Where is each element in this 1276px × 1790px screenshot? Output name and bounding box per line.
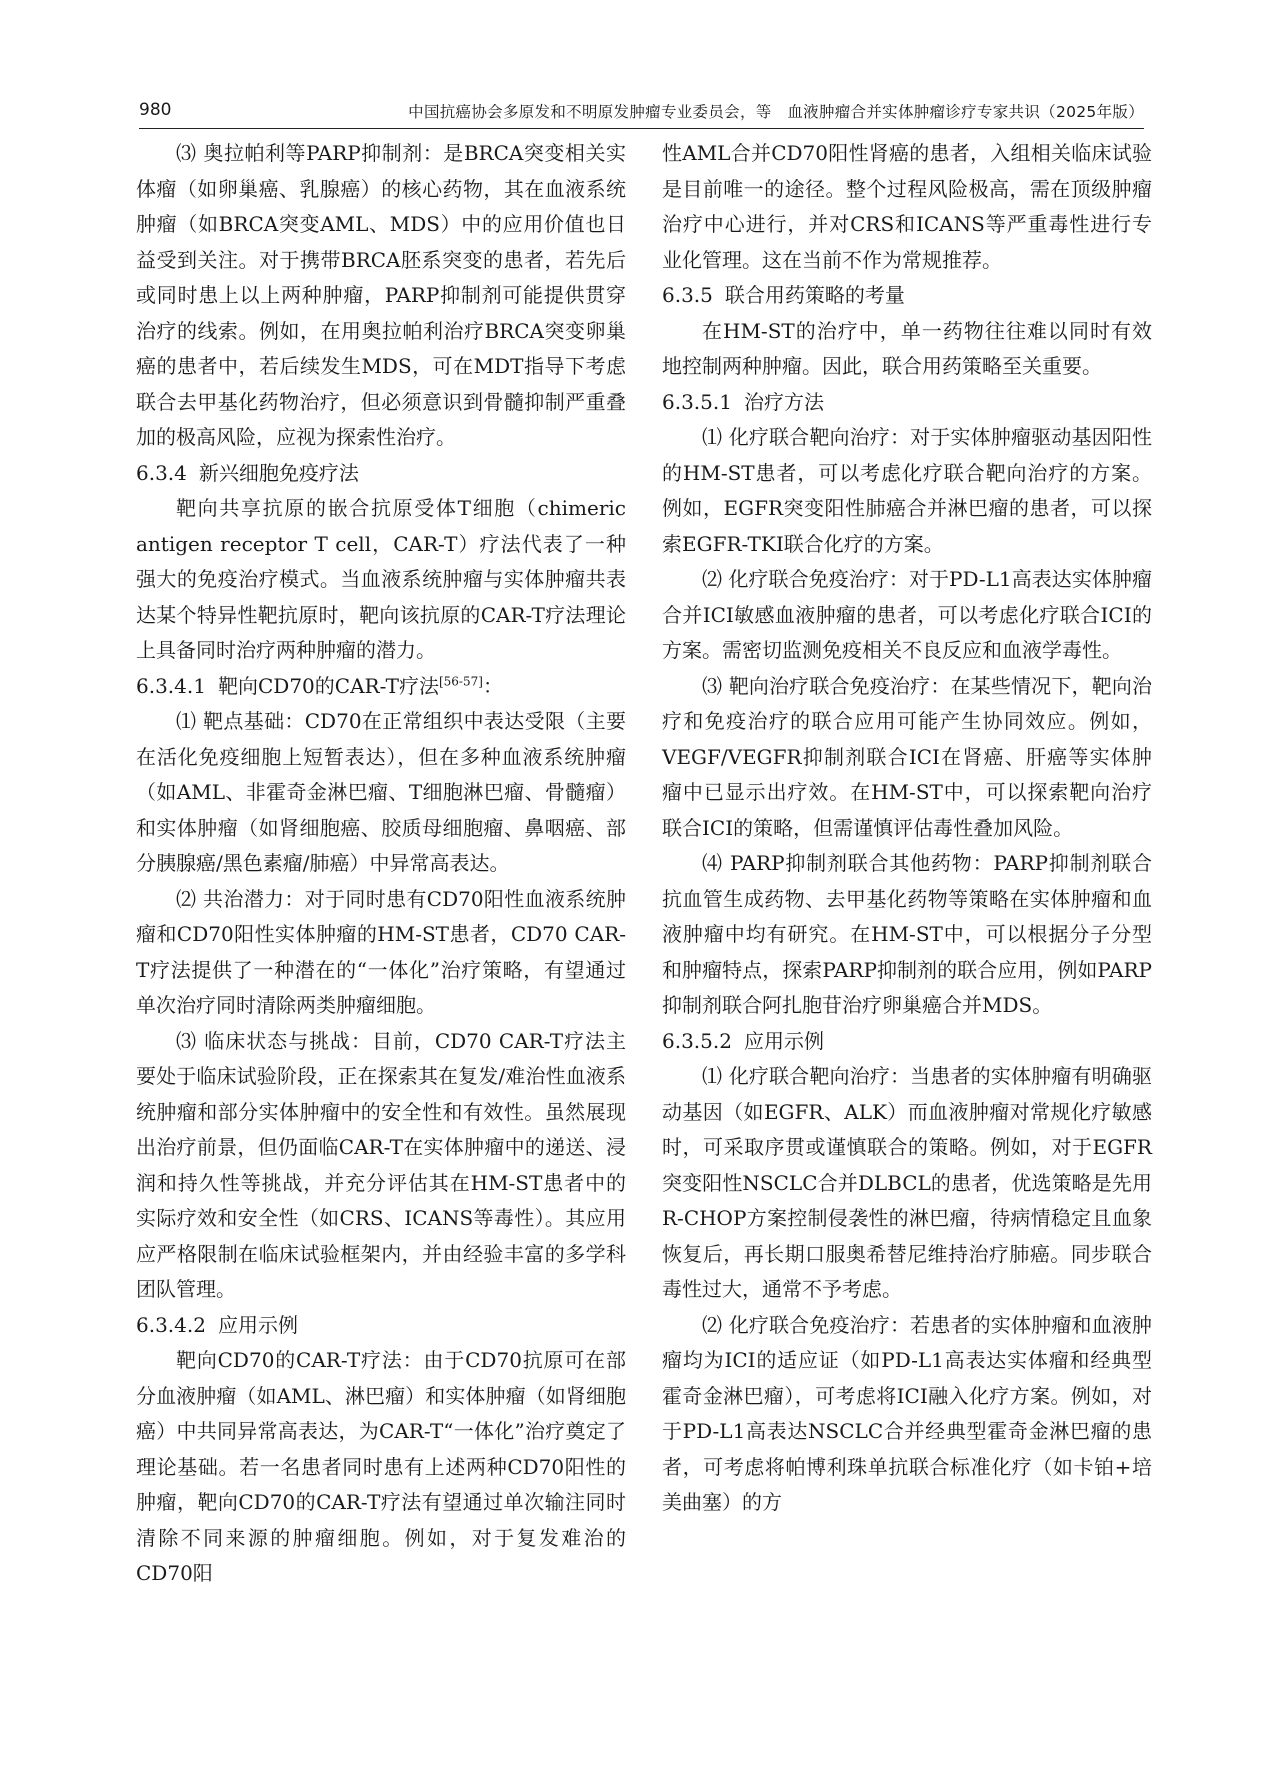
paragraph-example-chemo-targeted: ⑴ 化疗联合靶向治疗：当患者的实体肿瘤有明确驱动基因（如EGFR、ALK）而血液肿瘤对常规化疗敏感时，可采取序贯或谨慎联合的策略。例如，对于EGFR突变阳性NSCLC合并DLBCL的患者，优选策略是先用R-CHOP方案控制侵袭性的淋巴瘤，待病情稳定且血象恢复后，再长期口服奥希替尼维持治疗肺癌。同步联合毒性过大，通常不予考虑。 [662,1064,1152,1301]
section-heading-6-3-4-2 [136,1308,626,1344]
citation-reference[interactable]: [56-57] [438,673,483,688]
section-number: 6.3.5.1 [662,389,732,414]
section-title: 靶向CD70的CAR-T疗法 [217,673,439,698]
paragraph-target-basis: ⑴ 靶点基础：CD70在正常组织中表达受限（主要在活化免疫细胞上短暂表达），但在多种血液系统肿瘤（如AML、非霍奇金淋巴瘤、T细胞淋巴瘤、骨髓瘤）和实体肿瘤（如肾细胞癌、胶质母细胞瘤、鼻咽癌、部分胰腺癌/黑色素瘤/肺癌）中异常高表达。 [136,709,626,875]
paragraph-example-chemo-immuno: ⑵ 化疗联合免疫治疗：若患者的实体肿瘤和血液肿瘤均为ICI的适应证（如PD-L1高表达实体瘤和经典型霍奇金淋巴瘤），可考虑将ICI融入化疗方案。例如，对于PD-L1高表达NSCLC合并经典型霍奇金淋巴瘤的患者，可考虑将帕博利珠单抗联合标准化疗（如卡铂+培美曲塞）的方 [662,1312,1152,1514]
section-number: 6.3.5.2 [662,1028,732,1053]
section-number: 6.3.4 [136,460,187,485]
paragraph-targeted-immuno: ⑶ 靶向治疗联合免疫治疗：在某些情况下，靶向治疗和免疫治疗的联合应用可能产生协同效应。例如，VEGF/VEGFR抑制剂联合ICI在肾癌、肝癌等实体肿瘤中已显示出疗效。在HM-ST中，可以探索靶向治疗联合ICI的策略，但需谨慎评估毒性叠加风险。 [662,673,1152,840]
section-title: 联合用药策略的考量 [724,283,905,307]
paragraph-co-treatment: ⑵ 共治潜力：对于同时患有CD70阳性血液系统肿瘤和CD70阳性实体肿瘤的HM-ST患者，CD70 CAR-T疗法提供了一种潜在的“一体化”治疗策略，有望通过单次治疗同时清除两类肿瘤细胞。 [136,886,626,1017]
paragraph-car-t-intro: 靶向共享抗原的嵌合抗原受体T细胞（chimeric antigen receptor T cell，CAR-T）疗法代表了一种强大的免疫治疗模式。当血液系统肿瘤与实体肿瘤共表达某个特异性靶抗原时，靶向该抗原的CAR-T疗法理论上具备同时治疗两种肿瘤的潜力。 [136,496,626,662]
section-number: 6.3.5 [662,283,713,307]
heading-colon: ： [482,673,503,698]
paragraph-cd70-continued: 性AML合并CD70阳性肾癌的患者，入组相关临床试验是目前唯一的途径。整个过程风险极高，需在顶级肿瘤治疗中心进行，并对CRS和ICANS等严重毒性进行专业化管理。这在当前不作为常规推荐。 [662,141,1152,272]
section-heading-6-3-5-2 [662,1024,1152,1060]
section-heading-6-3-5-1 [662,385,1152,421]
paragraph-chemo-immuno: ⑵ 化疗联合免疫治疗：对于PD-L1高表达实体肿瘤合并ICI敏感血液肿瘤的患者，可以考虑化疗联合ICI的方案。需密切监测免疫相关不良反应和血液学毒性。 [662,567,1152,662]
paragraph-chemo-targeted: ⑴ 化疗联合靶向治疗：对于实体肿瘤驱动基因阳性的HM-ST患者，可以考虑化疗联合靶向治疗的方案。例如，EGFR突变阳性肺癌合并淋巴瘤的患者，可以探索EGFR-TKI联合化疗的方案。 [662,425,1152,556]
right-column [662,136,1152,1521]
left-column [136,136,626,1592]
section-heading-6-3-5 [662,278,1152,314]
paragraph-parp-combination: ⑷ PARP抑制剂联合其他药物：PARP抑制剂联合抗血管生成药物、去甲基化药物等策略在实体肿瘤和血液肿瘤中均有研究。在HM-ST中，可以根据分子分型和肿瘤特点，探索PARP抑制剂的联合应用，例如PARP抑制剂联合阿扎胞苷治疗卵巢癌合并MDS。 [662,851,1152,1017]
paragraph-combination-intro: 在HM-ST的治疗中，单一药物往往难以同时有效地控制两种肿瘤。因此，联合用药策略至关重要。 [662,318,1152,378]
paragraph-olaparib: ⑶ 奥拉帕利等PARP抑制剂：是BRCA突变相关实体瘤（如卵巢癌、乳腺癌）的核心药物，其在血液系统肿瘤（如BRCA突变AML、MDS）中的应用价值也日益受到关注。对于携带BRCA胚系突变的患者，若先后或同时患上以上两种肿瘤，PARP抑制剂可能提供贯穿治疗的线索。例如，在用奥拉帕利治疗BRCA突变卵巢癌的患者中，若后续发生MDS，可在MDT指导下考虑联合去甲基化药物治疗，但必须意识到骨髓抑制严重叠加的极高风险，应视为探索性治疗。 [136,141,626,449]
section-number: 6.3.4.1 [136,673,206,698]
section-number: 6.3.4.2 [136,1312,206,1337]
section-heading-6-3-4 [136,456,626,492]
paragraph-cd70-example: 靶向CD70的CAR-T疗法：由于CD70抗原可在部分血液肿瘤（如AML、淋巴瘤）和实体肿瘤（如肾细胞癌）中共同异常高表达，为CAR-T“一体化”治疗奠定了理论基础。若一名患者同时患有上述两种CD70阳性的肿瘤，靶向CD70的CAR-T疗法有望通过单次输注同时清除不同来源的肿瘤细胞。例如，对于复发难治的CD70阳 [136,1348,626,1585]
section-title: 新兴细胞免疫疗法 [198,460,359,485]
paragraph-clinical-status: ⑶ 临床状态与挑战：目前，CD70 CAR-T疗法主要处于临床试验阶段，正在探索其在复发/难治性血液系统肿瘤和部分实体肿瘤中的安全性和有效性。虽然展现出治疗前景，但仍面临CAR-T在实体肿瘤中的递送、浸润和持久性等挑战，并充分评估其在HM-ST患者中的实际疗效和安全性（如CRS、ICANS等毒性）。其应用应严格限制在临床试验框架内，并由经验丰富的多学科团队管理。 [136,1028,626,1301]
section-heading-6-3-4-1 [136,669,626,705]
running-title: 中国抗癌协会多原发和不明原发肿瘤专业委员会，等 血液肿瘤合并实体肿瘤诊疗专家共识（2025年版） [408,103,1144,121]
page-header [139,100,1144,129]
section-title: 应用示例 [743,1028,824,1053]
page-number: 980 [139,100,172,120]
section-title: 应用示例 [217,1312,298,1337]
section-title: 治疗方法 [743,389,824,414]
